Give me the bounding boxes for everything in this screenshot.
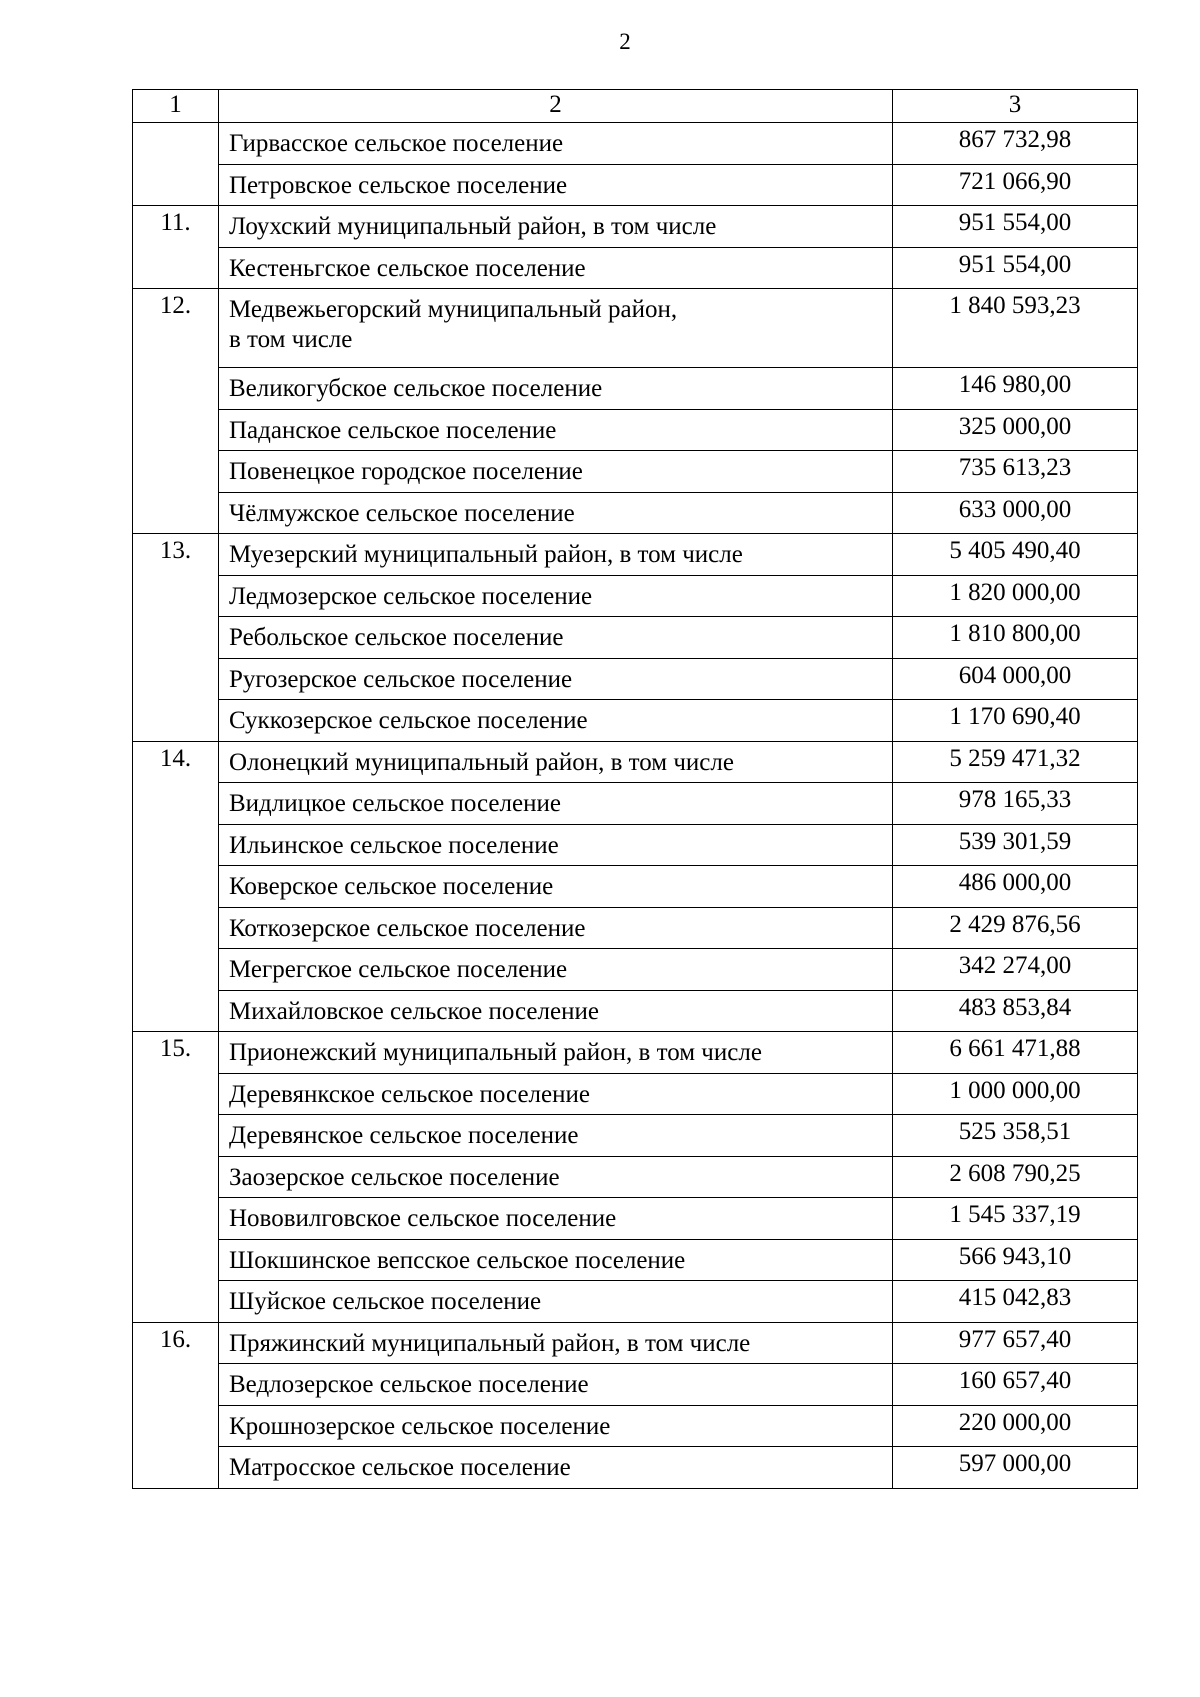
- amount-cell: 721 066,90: [893, 164, 1138, 206]
- municipality-name-cell: [219, 123, 893, 165]
- amount-cell: 1 545 337,19: [893, 1198, 1138, 1240]
- amount-cell: 483 853,84: [893, 990, 1138, 1032]
- municipality-name: Крошнозерское сельское поселение: [229, 1412, 611, 1440]
- municipality-name: Ребольское сельское поселение: [229, 624, 564, 651]
- amount-cell: 978 165,33: [893, 783, 1138, 825]
- municipality-name-cell: [219, 368, 893, 410]
- settlement-row: [133, 123, 1138, 165]
- settlement-row: [133, 1115, 1138, 1157]
- municipality-name-cell: [219, 247, 893, 289]
- municipality-name: Деревянское сельское поселение: [229, 1122, 579, 1149]
- amount-cell: 1 840 593,23: [893, 289, 1138, 368]
- amount-cell: 597 000,00: [893, 1447, 1138, 1489]
- amount-cell: 951 554,00: [893, 206, 1138, 248]
- row-number-cell: [133, 1073, 219, 1115]
- row-number-cell: [133, 824, 219, 866]
- row-number-cell: [133, 866, 219, 908]
- district-row: [133, 1032, 1138, 1074]
- municipality-name: Ледмозерское сельское поселение: [229, 582, 593, 610]
- amount-cell: 566 943,10: [893, 1239, 1138, 1281]
- amount-cell: 633 000,00: [893, 492, 1138, 534]
- row-number-cell: [133, 451, 219, 493]
- row-number-cell: [133, 164, 219, 206]
- amount-cell: 1 820 000,00: [893, 575, 1138, 617]
- district-row: [133, 741, 1138, 783]
- row-number-cell: [133, 409, 219, 451]
- amount-cell: 5 405 490,40: [893, 534, 1138, 576]
- district-row: [133, 206, 1138, 248]
- settlement-row: [133, 492, 1138, 534]
- amount-cell: 977 657,40: [893, 1322, 1138, 1364]
- municipality-name-cell: [219, 990, 893, 1032]
- amount-cell: 6 661 471,88: [893, 1032, 1138, 1074]
- amount-cell: 1 000 000,00: [893, 1073, 1138, 1115]
- row-number-cell: [133, 1364, 219, 1406]
- settlement-row: [133, 247, 1138, 289]
- district-row: [133, 534, 1138, 576]
- amount-cell: 160 657,40: [893, 1364, 1138, 1406]
- settlement-row: [133, 368, 1138, 410]
- row-number-cell: [133, 1322, 219, 1364]
- settlement-row: [133, 164, 1138, 206]
- municipality-name-cell: [219, 1115, 893, 1157]
- column-header-name: 2: [219, 90, 893, 123]
- page-number: 2: [619, 29, 631, 54]
- municipality-name: Гирвасское сельское поселение: [229, 130, 564, 157]
- municipality-name: Коткозерское сельское поселение: [229, 914, 586, 942]
- municipality-name-cell: [219, 1281, 893, 1323]
- row-number-cell: [133, 289, 219, 368]
- municipality-name-cell: [219, 617, 893, 659]
- row-number-cell: [133, 1032, 219, 1074]
- district-number: 15.: [159, 1035, 192, 1062]
- row-number-cell: [133, 1447, 219, 1489]
- amount-cell: 735 613,23: [893, 451, 1138, 493]
- amount-cell: 867 732,98: [893, 123, 1138, 165]
- settlement-row: [133, 1447, 1138, 1489]
- municipality-name-cell: [219, 575, 893, 617]
- municipality-name-cell: [219, 409, 893, 451]
- municipality-name-cell: [219, 741, 893, 783]
- municipality-name-cell: [219, 164, 893, 206]
- settlement-row: [133, 617, 1138, 659]
- amount-cell: 415 042,83: [893, 1281, 1138, 1323]
- amount-cell: 5 259 471,32: [893, 741, 1138, 783]
- row-number-cell: [133, 1281, 219, 1323]
- municipality-name-cell: [219, 824, 893, 866]
- municipality-name: Деревянкское сельское поселение: [229, 1080, 590, 1108]
- municipality-name-cell: [219, 289, 893, 368]
- municipality-name: Суккозерское сельское поселение: [229, 707, 588, 734]
- municipality-name-cell: [219, 1156, 893, 1198]
- municipality-name: Олонецкий муниципальный район, в том числе: [229, 748, 734, 776]
- row-number-cell: [133, 368, 219, 410]
- municipality-name-cell: [219, 1239, 893, 1281]
- column-header-amount: 3: [893, 90, 1138, 123]
- municipality-name: Чёлмужское сельское поселение: [229, 499, 575, 527]
- municipality-name: Медвежьегорский муниципальный район,: [229, 296, 678, 323]
- municipality-name: Петровское сельское поселение: [229, 171, 568, 199]
- row-number-cell: [133, 1405, 219, 1447]
- settlement-row: [133, 700, 1138, 742]
- row-number-cell: [133, 575, 219, 617]
- settlement-row: [133, 575, 1138, 617]
- municipality-name: Прионежский муниципальный район, в том числе: [229, 1039, 762, 1066]
- municipality-name-continuation: в том числе: [229, 326, 353, 353]
- municipality-name: Матросское сельское поселение: [229, 1454, 571, 1481]
- row-number-cell: [133, 617, 219, 659]
- municipality-name-cell: [219, 534, 893, 576]
- municipality-name-cell: [219, 949, 893, 991]
- row-number-cell: [133, 741, 219, 783]
- row-number-cell: [133, 247, 219, 289]
- row-number-cell: [133, 949, 219, 991]
- row-number-cell: [133, 123, 219, 165]
- municipality-name: Великогубское сельское поселение: [229, 375, 603, 402]
- amount-cell: 220 000,00: [893, 1405, 1138, 1447]
- settlement-row: [133, 1364, 1138, 1406]
- table-body: [133, 90, 1138, 1489]
- settlement-row: [133, 409, 1138, 451]
- settlement-row: [133, 907, 1138, 949]
- municipality-name-cell: [219, 700, 893, 742]
- row-number-cell: [133, 1115, 219, 1157]
- district-number: 14.: [159, 744, 192, 772]
- settlement-row: [133, 658, 1138, 700]
- row-number-cell: [133, 492, 219, 534]
- row-number-cell: [133, 1156, 219, 1198]
- settlement-row: [133, 783, 1138, 825]
- municipality-name-cell: [219, 1198, 893, 1240]
- settlement-row: [133, 1073, 1138, 1115]
- settlement-row: [133, 1239, 1138, 1281]
- municipality-name: Заозерское сельское поселение: [229, 1163, 560, 1191]
- settlement-row: [133, 1281, 1138, 1323]
- settlement-row: [133, 451, 1138, 493]
- municipality-name: Коверское сельское поселение: [229, 873, 554, 900]
- settlement-row: [133, 1198, 1138, 1240]
- district-number: 12.: [159, 292, 192, 319]
- municipality-name-cell: [219, 1364, 893, 1406]
- municipality-name: Кестеньгское сельское поселение: [229, 254, 586, 282]
- district-number: 16.: [159, 1325, 192, 1353]
- settlement-row: [133, 990, 1138, 1032]
- municipality-name: Лоухский муниципальный район, в том числе: [229, 213, 717, 240]
- settlement-row: [133, 866, 1138, 908]
- municipality-name: Видлицкое сельское поселение: [229, 790, 561, 817]
- municipality-name: Нововилговское сельское поселение: [229, 1205, 617, 1232]
- municipality-name: Ильинское сельское поселение: [229, 831, 559, 859]
- settlement-row: [133, 1405, 1138, 1447]
- amount-cell: 525 358,51: [893, 1115, 1138, 1157]
- row-number-cell: [133, 700, 219, 742]
- municipality-name: Михайловское сельское поселение: [229, 997, 599, 1025]
- district-number: 13.: [159, 537, 192, 564]
- amount-cell: 146 980,00: [893, 368, 1138, 410]
- amount-cell: 951 554,00: [893, 247, 1138, 289]
- municipality-name: Ругозерское сельское поселение: [229, 665, 573, 693]
- amount-cell: 486 000,00: [893, 866, 1138, 908]
- row-number-cell: [133, 1198, 219, 1240]
- district-number: 11.: [160, 209, 191, 236]
- amount-cell: 2 429 876,56: [893, 907, 1138, 949]
- municipality-name: Шокшинское вепсское сельское поселение: [229, 1246, 686, 1274]
- municipality-name-cell: [219, 866, 893, 908]
- column-header-number: 1: [133, 90, 219, 123]
- row-number-cell: [133, 783, 219, 825]
- settlement-row: [133, 1156, 1138, 1198]
- municipality-name-cell: [219, 1073, 893, 1115]
- district-row: [133, 1322, 1138, 1364]
- municipality-name: Муезерский муниципальный район, в том числе: [229, 541, 743, 568]
- municipality-name-cell: [219, 451, 893, 493]
- district-row: [133, 289, 1138, 368]
- amount-cell: 2 608 790,25: [893, 1156, 1138, 1198]
- settlement-row: [133, 949, 1138, 991]
- municipality-name-cell: [219, 1032, 893, 1074]
- municipality-name-cell: [219, 783, 893, 825]
- municipality-name-cell: [219, 1447, 893, 1489]
- municipality-name: Паданское сельское поселение: [229, 416, 557, 444]
- municipality-name: Мегрегское сельское поселение: [229, 956, 568, 983]
- amount-cell: 342 274,00: [893, 949, 1138, 991]
- amount-cell: 325 000,00: [893, 409, 1138, 451]
- allocation-table: [132, 89, 1138, 1489]
- amount-cell: 539 301,59: [893, 824, 1138, 866]
- municipality-name-cell: [219, 658, 893, 700]
- row-number-cell: [133, 990, 219, 1032]
- table-header-row: [133, 90, 1138, 123]
- municipality-name: Повенецкое городское поселение: [229, 458, 583, 485]
- row-number-cell: [133, 206, 219, 248]
- municipality-name-cell: [219, 907, 893, 949]
- amount-cell: 1 170 690,40: [893, 700, 1138, 742]
- municipality-name: Ведлозерское сельское поселение: [229, 1371, 589, 1398]
- municipality-name-cell: [219, 492, 893, 534]
- row-number-cell: [133, 658, 219, 700]
- municipality-name: Пряжинский муниципальный район, в том числе: [229, 1329, 751, 1357]
- row-number-cell: [133, 534, 219, 576]
- amount-cell: 1 810 800,00: [893, 617, 1138, 659]
- amount-cell: 604 000,00: [893, 658, 1138, 700]
- municipality-name: Шуйское сельское поселение: [229, 1288, 542, 1315]
- row-number-cell: [133, 1239, 219, 1281]
- settlement-row: [133, 824, 1138, 866]
- municipality-name-cell: [219, 1322, 893, 1364]
- municipality-name-cell: [219, 206, 893, 248]
- municipality-name-cell: [219, 1405, 893, 1447]
- row-number-cell: [133, 907, 219, 949]
